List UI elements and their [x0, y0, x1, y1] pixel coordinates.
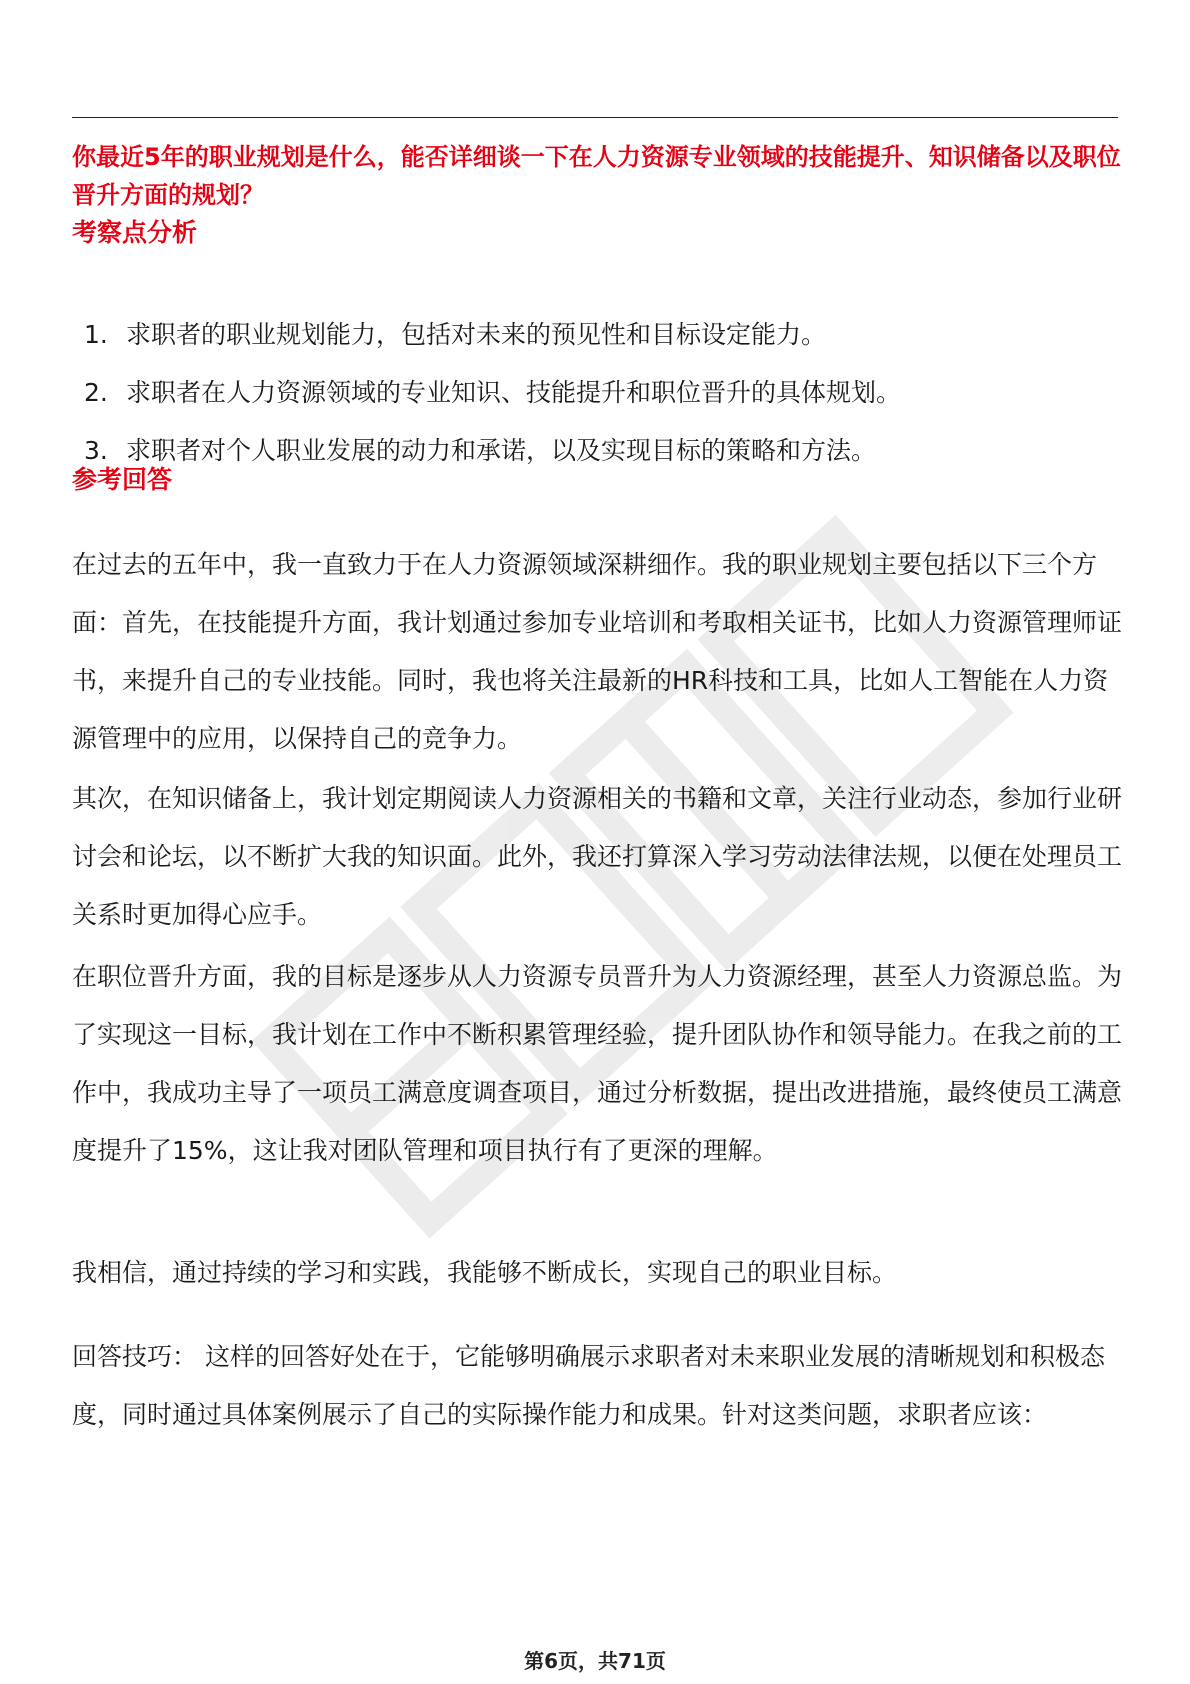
list-item-number: 1. [84, 320, 108, 349]
list-item [84, 364, 1104, 422]
list-item [84, 306, 1104, 364]
analysis-section-title: 考察点分析 [72, 218, 198, 247]
list-item-number: 3. [84, 436, 108, 465]
list-item-text: 求职者对个人职业发展的动力和承诺，以及实现目标的策略和方法。 [126, 436, 877, 465]
analysis-list [84, 306, 1104, 480]
answer-paragraph: 我相信，通过持续的学习和实践，我能够不断成长，实现自己的职业目标。 [72, 1258, 898, 1287]
header-divider [72, 117, 1118, 118]
answer-section-title: 参考回答 [72, 465, 173, 494]
answer-paragraph: 在职位晋升方面，我的目标是逐步从人力资源专员晋升为人力资源经理，甚至人力资源总监。为了实现这一目标，我计划在工作中不断积累管理经验，提升团队协作和领导能力。在我之前的工作中，我成功主导了一项员工满意度调查项目，通过分析数据，提出改进措施，最终使员工满意度提升了15%，这让我对团队管理和项目执行有了更深的理解。 [72, 962, 1123, 1165]
answer-paragraph: 在过去的五年中，我一直致力于在人力资源领域深耕细作。我的职业规划主要包括以下三个方面：首先，在技能提升方面，我计划通过参加专业培训和考取相关证书，比如人力资源管理师证书，来提升自己的专业技能。同时，我也将关注最新的HR科技和工具，比如人工智能在人力资源管理中的应用，以保持自己的竞争力。 [72, 550, 1123, 753]
list-item-text: 求职者在人力资源领域的专业知识、技能提升和职位晋升的具体规划。 [126, 378, 902, 407]
list-item [84, 422, 1104, 480]
answer-tips-paragraph: 回答技巧： 这样的回答好处在于，它能够明确展示求职者对未来职业发展的清晰规划和积极态度，同时通过具体案例展示了自己的实际操作能力和成果。针对这类问题，求职者应该： [72, 1342, 1105, 1429]
answer-paragraph: 其次，在知识储备上，我计划定期阅读人力资源相关的书籍和文章，关注行业动态，参加行业研讨会和论坛，以不断扩大我的知识面。此外，我还打算深入学习劳动法律法规，以便在处理员工关系时更加得心应手。 [72, 784, 1123, 929]
question-heading: 你最近5年的职业规划是什么，能否详细谈一下在人力资源专业领域的技能提升、知识储备以及职位晋升方面的规划？ [72, 143, 1121, 209]
page-number-footer: 第6页，共71页 [524, 1649, 666, 1673]
list-item-text: 求职者的职业规划能力，包括对未来的预见性和目标设定能力。 [126, 320, 827, 349]
list-item-number: 2. [84, 378, 108, 407]
